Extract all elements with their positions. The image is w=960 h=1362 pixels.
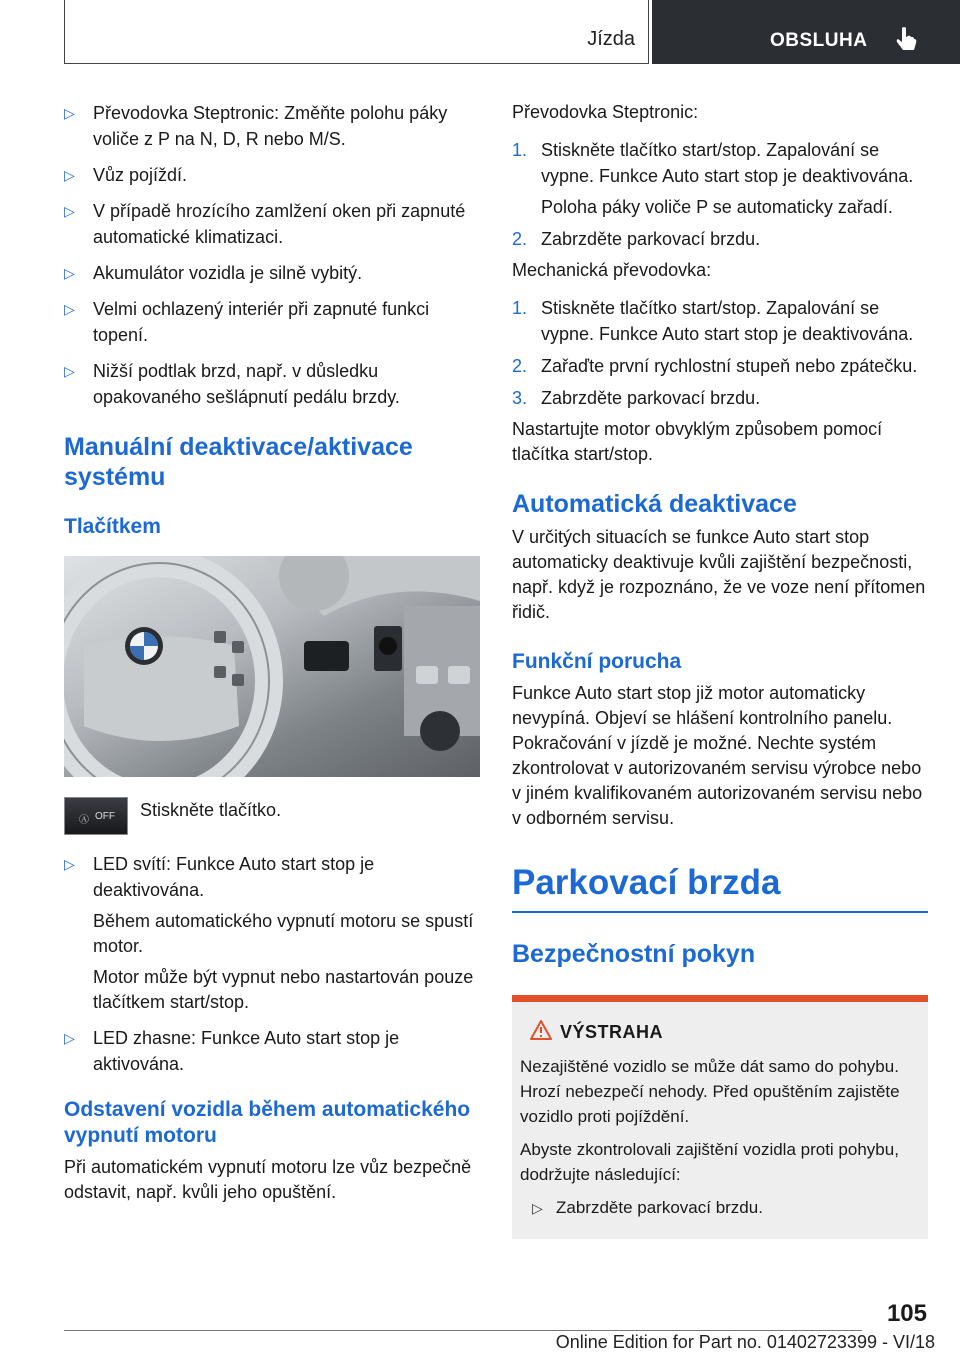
- warning-paragraph: Abyste zkontrolovali zajištění vozidla proti pohybu, dodržujte následující:: [520, 1139, 899, 1184]
- step-number: 1.: [512, 140, 528, 160]
- warning-paragraph: Nezajištěné vozidlo se může dát samo do pohybu. Hrozí nebezpečí nehody. Před opuštěním zajistěte vozidlo proti pojíždění.: [520, 1056, 900, 1126]
- led-status-list: [64, 851, 480, 1077]
- chapter-title: OBSLUHA: [770, 30, 868, 51]
- heading-manual-deactivation: Manuální deaktivace/aktivace systému: [64, 433, 413, 491]
- list-item: 1. Stiskněte tlačítko start/stop. Zapalování se vypne. Funkce Auto start stop je deaktivována.: [512, 295, 928, 347]
- list-item: ▷ Vůz pojíždí.: [64, 162, 480, 188]
- heading-malfunction: Funkční porucha: [512, 650, 682, 673]
- warning-box: [512, 995, 928, 1239]
- triangle-bullet-icon: ▷: [64, 1030, 75, 1046]
- heading-safety-note: Bezpečnostní pokyn: [512, 939, 756, 968]
- warning-title: VÝSTRAHA: [560, 1021, 664, 1042]
- triangle-bullet-icon: ▷: [64, 363, 75, 379]
- triangle-bullet-icon: ▷: [64, 856, 75, 872]
- step-number: 3.: [512, 388, 528, 408]
- list-item: 2. Zabrzděte parkovací brzdu.: [512, 226, 928, 252]
- list-item: ▷ Zabrzděte parkovací brzdu.: [520, 1195, 918, 1221]
- step-number: 1.: [512, 298, 528, 318]
- heading-rule: [512, 911, 928, 913]
- park-paragraph: Při automatickém vypnutí motoru lze vůz bezpečně odstavit, např. kvůli jeho opuštění.: [64, 1157, 472, 1202]
- manual-intro: Mechanická převodovka:: [512, 260, 712, 280]
- fault-paragraph: Funkce Auto start stop již motor automaticky nevypíná. Objeví se hlášení kontrolního panelu. Pokračování v jízdě je možné. Nechte systém zkontrolovat v autorizovaném servisu výrobce nebo v jiném kvalifikovaném autorizovaném servisu nebo v odborném servisu.: [512, 683, 923, 828]
- triangle-bullet-icon: ▷: [532, 1199, 543, 1216]
- list-item: ▷ Velmi ochlazený interiér při zapnuté funkci topení.: [64, 296, 480, 348]
- triangle-bullet-icon: ▷: [64, 265, 75, 281]
- sub-paragraph: Poloha páky voliče P se automaticky zařadí.: [541, 197, 893, 217]
- steptronic-steps: [512, 137, 928, 252]
- triangle-bullet-icon: ▷: [64, 301, 75, 317]
- list-item: 3. Zabrzděte parkovací brzdu.: [512, 385, 928, 411]
- conditions-list: [64, 100, 480, 410]
- list-item: ▷ LED zhasne: Funkce Auto start stop je aktivována.: [64, 1025, 480, 1077]
- triangle-bullet-icon: ▷: [64, 105, 75, 121]
- left-column: [64, 100, 480, 1205]
- auto-deact-paragraph: V určitých situacích se funkce Auto start stop automaticky deaktivuje kvůli zajištění bezpečnosti, např. když je rozpoznáno, že ve voze není přítomen řidič.: [512, 527, 926, 622]
- cockpit-photo: [64, 556, 480, 777]
- auto-off-icon: Ⓐ: [79, 815, 89, 826]
- hand-pointer-icon: [895, 26, 917, 57]
- manual-outro: Nastartujte motor obvyklým způsobem pomocí tlačítka start/stop.: [512, 419, 883, 464]
- warning-header: [520, 1020, 918, 1046]
- triangle-bullet-icon: ▷: [64, 203, 75, 219]
- heading-parking-during-stop: Odstavení vozidla během automatického vypnutí motoru: [64, 1098, 471, 1147]
- warning-triangle-icon: [530, 1020, 552, 1045]
- button-illustration-row: [64, 797, 480, 839]
- list-item: ▷ Převodovka Steptronic: Změňte polohu páky voliče z P na N, D, R nebo M/S.: [64, 100, 480, 152]
- sub-paragraph: Během automatického vypnutí motoru se spustí motor.: [93, 911, 474, 956]
- triangle-bullet-icon: ▷: [64, 167, 75, 183]
- heading-automatic-deactivation: Automatická deaktivace: [512, 490, 797, 518]
- list-item: 2. Zařaďte první rychlostní stupeň nebo zpátečku.: [512, 353, 928, 379]
- heading-parking-brake: Parkovací brzda: [512, 863, 781, 902]
- list-item: ▷ LED svítí: Funkce Auto start stop je deaktivována. Během automatického vypnutí motoru se spustí motor. Motor může být vypnut nebo nastartován pouze tlačítkem start/stop.: [64, 851, 480, 1015]
- page-number: 105: [886, 1300, 927, 1327]
- warning-list: [520, 1195, 918, 1221]
- sub-paragraph: Motor může být vypnut nebo nastartován pouze tlačítkem start/stop.: [93, 967, 474, 1012]
- button-caption: Stiskněte tlačítko.: [140, 800, 282, 820]
- header-frame: [64, 0, 649, 64]
- list-item: ▷ Akumulátor vozidla je silně vybitý.: [64, 260, 480, 286]
- list-item: ▷ Nižší podtlak brzd, např. v důsledku opakovaného sešlápnutí pedálu brzdy.: [64, 358, 480, 410]
- steptronic-intro: Převodovka Steptronic:: [512, 102, 699, 122]
- edition-note: Online Edition for Part no. 01402723399 - VI/18: [555, 1332, 935, 1352]
- auto-start-stop-button-image: Ⓐ OFF: [64, 797, 128, 835]
- right-column: [512, 100, 928, 1239]
- manual-steps: [512, 295, 928, 411]
- section-title: Jízda: [587, 28, 635, 50]
- step-number: 2.: [512, 229, 528, 249]
- chapter-tab: [652, 0, 960, 64]
- list-item: 1. Stiskněte tlačítko start/stop. Zapalování se vypne. Funkce Auto start stop je deaktivována. Poloha páky voliče P se automaticky zařadí.: [512, 137, 928, 220]
- list-item: ▷ V případě hrozícího zamlžení oken při zapnuté automatické klimatizaci.: [64, 198, 480, 250]
- step-number: 2.: [512, 356, 528, 376]
- heading-by-button: Tlačítkem: [64, 515, 161, 538]
- footer-rule: [64, 1330, 862, 1331]
